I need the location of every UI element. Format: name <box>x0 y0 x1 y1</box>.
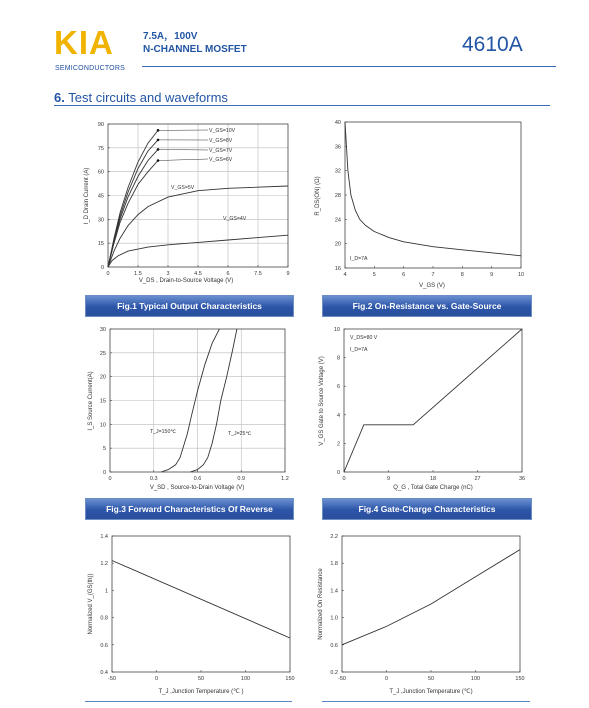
y-tick-label: 30 <box>97 217 104 224</box>
annotation-label: V_GS=4V <box>223 216 247 222</box>
x-tick-label: 0 <box>384 676 389 682</box>
fig1-output-characteristics-chart <box>78 114 298 290</box>
fig5-caption-line <box>85 701 292 702</box>
fig2-caption: Fig.2 On-Resistance vs. Gate-Source <box>322 295 532 317</box>
y-tick-label: 32 <box>334 168 341 175</box>
x-tick-label: 4 <box>343 272 347 278</box>
plot-frame <box>112 536 290 672</box>
x-tick-label: 100 <box>240 676 251 682</box>
y-tick-label: 4 <box>336 412 340 419</box>
fig4-gate-charge-chart <box>310 321 535 496</box>
x-tick-label: -50 <box>338 676 346 682</box>
section-title: Test circuits and waveforms <box>68 90 228 105</box>
plot-frame <box>344 329 522 472</box>
y-tick-label: 0 <box>102 470 106 476</box>
fig4-caption: Fig.4 Gate-Charge Characteristics <box>322 498 532 520</box>
y-tick-label: 90 <box>97 122 104 128</box>
y-tick-label: 10 <box>333 327 340 333</box>
y-tick-label: 0.2 <box>330 670 338 676</box>
header-divider <box>142 66 556 67</box>
x-axis-label: Q_G , Total Gate Charge (nC) <box>393 485 473 491</box>
x-tick-label: 0 <box>154 676 159 682</box>
x-tick-label: 9 <box>386 476 391 482</box>
x-axis-label: V_GS (V) <box>419 283 445 289</box>
x-tick-label: 1.2 <box>281 476 289 482</box>
y-tick-label: 16 <box>334 266 341 272</box>
spec-rating: 7.5A，100V <box>143 31 198 42</box>
x-tick-label: 7.5 <box>254 271 262 277</box>
y-tick-label: 25 <box>99 350 106 357</box>
x-tick-label: 0 <box>106 271 110 277</box>
y-axis-label: Normalized V_(GS(th)) <box>88 573 94 635</box>
annotation-label: V_GS=8V <box>209 138 233 144</box>
y-tick-label: 5 <box>102 446 106 453</box>
y-axis-label: I_S Source Current(A) <box>88 371 94 431</box>
y-tick-label: 8 <box>336 355 340 362</box>
y-tick-label: 0.8 <box>100 615 108 622</box>
fig6-caption-line <box>322 701 530 702</box>
y-tick-label: 75 <box>97 145 104 152</box>
leader-line <box>158 159 208 161</box>
x-tick-label: 36 <box>518 476 526 482</box>
y-tick-label: 20 <box>99 374 106 381</box>
annotation-label: V_GS=10V <box>209 128 236 134</box>
series-line-1 <box>344 329 522 472</box>
y-tick-label: 1.8 <box>330 561 338 568</box>
annotation-label: V_DS=80 V <box>350 335 378 341</box>
x-tick-label: 4.5 <box>194 271 202 277</box>
y-tick-label: 1.4 <box>330 588 338 595</box>
y-tick-label: 0.4 <box>100 670 108 676</box>
y-tick-label: 1.2 <box>100 561 108 568</box>
x-axis-label: T_J ,Junction Temperature (℃) <box>389 689 473 695</box>
x-tick-label: -50 <box>108 676 116 682</box>
series-marker <box>157 148 160 151</box>
section-divider <box>54 105 550 106</box>
series-marker <box>157 129 160 132</box>
x-tick-label: 0 <box>342 476 346 482</box>
annotation-label: T_J=150℃ <box>150 429 177 435</box>
x-tick-label: 0.9 <box>237 476 246 482</box>
y-tick-label: 60 <box>97 169 104 176</box>
fig6-on-resistance-vs-temperature-chart <box>310 530 535 700</box>
y-axis-label: R_DS(ON) (Ω) <box>315 176 321 216</box>
y-tick-label: 20 <box>334 241 341 248</box>
plot-frame <box>345 122 521 268</box>
x-tick-label: 150 <box>285 676 295 682</box>
section-heading <box>54 90 228 105</box>
y-tick-label: 24 <box>334 217 341 224</box>
y-tick-label: 28 <box>334 193 341 199</box>
x-tick-label: 18 <box>429 476 437 482</box>
x-tick-label: 0.6 <box>193 476 202 482</box>
x-axis-label: V_SD , Source-to-Drain Voltage (V) <box>149 485 245 491</box>
x-tick-label: 5 <box>372 272 376 278</box>
x-tick-label: 100 <box>470 676 481 682</box>
annotation-label: V_GS=5V <box>171 185 195 191</box>
x-tick-label: 6 <box>402 272 406 278</box>
fig2-on-resistance-chart <box>307 114 537 290</box>
y-axis-label: V_GS Gate to Source Voltage (V) <box>319 356 325 446</box>
series-line-4 <box>108 161 158 268</box>
leader-line <box>158 149 208 150</box>
x-tick-label: 50 <box>197 676 205 682</box>
y-tick-label: 15 <box>97 241 104 248</box>
y-tick-label: 0 <box>336 470 340 476</box>
y-tick-label: 40 <box>334 120 341 126</box>
brand-logo: KIA <box>54 24 114 61</box>
series-line-1 <box>342 550 520 645</box>
y-tick-label: 0 <box>100 265 104 271</box>
part-number: 4610A <box>462 33 523 56</box>
x-tick-label: 50 <box>427 676 435 682</box>
series-line-1 <box>345 122 521 256</box>
series-marker <box>157 159 160 162</box>
y-tick-label: 1 <box>104 588 108 595</box>
x-tick-label: 0 <box>108 476 112 482</box>
series-line-1 <box>112 561 290 639</box>
annotation-label: I_D=7A <box>350 347 368 353</box>
spec-type: N-CHANNEL MOSFET <box>143 44 247 55</box>
y-tick-label: 45 <box>97 193 104 200</box>
fig1-caption: Fig.1 Typical Output Characteristics <box>85 295 294 317</box>
x-tick-label: 7 <box>431 272 435 278</box>
y-tick-label: 10 <box>99 422 106 429</box>
y-axis-label: Normalized On Resistance <box>318 568 324 640</box>
annotation-label: T_J=25℃ <box>228 431 252 437</box>
fig3-caption: Fig.3 Forward Characteristics Of Reverse <box>85 498 294 520</box>
x-tick-label: 0.3 <box>149 476 158 482</box>
y-tick-label: 0.6 <box>330 642 338 649</box>
y-tick-label: 15 <box>99 398 106 405</box>
x-tick-label: 3 <box>166 271 170 277</box>
fig3-reverse-diode-chart <box>80 321 300 496</box>
y-axis-label: I_D Drain Current (A) <box>84 167 90 225</box>
x-tick-label: 9 <box>490 272 494 278</box>
section-number: 6. <box>54 90 65 105</box>
x-tick-label: 150 <box>515 676 525 682</box>
fig5-threshold-vs-temperature-chart <box>80 530 300 700</box>
y-tick-label: 2.2 <box>330 534 338 540</box>
x-tick-label: 8 <box>460 272 464 278</box>
y-tick-label: 0.6 <box>100 642 108 649</box>
annotation-label: V_GS=7V <box>209 148 233 154</box>
annotation-label: V_GS=6V <box>209 157 233 163</box>
y-tick-label: 2 <box>336 441 340 448</box>
series-line-3 <box>108 149 158 267</box>
y-tick-label: 36 <box>334 144 341 151</box>
brand-subtitle: SEMICONDUCTORS <box>55 65 125 72</box>
x-axis-label: V_DS , Drain-to-Source Voltage (V) <box>138 278 234 284</box>
series-marker <box>157 139 160 142</box>
x-tick-label: 27 <box>474 476 481 482</box>
y-tick-label: 30 <box>99 327 106 333</box>
y-tick-label: 6 <box>336 384 340 391</box>
x-tick-label: 9 <box>286 271 290 277</box>
x-tick-label: 1.5 <box>134 271 142 277</box>
annotation-label: I_D=7A <box>350 256 368 262</box>
x-axis-label: T_J ,Junction Temperature (℃ ) <box>158 689 244 695</box>
x-tick-label: 6 <box>226 271 230 277</box>
y-tick-label: 1.0 <box>330 615 338 622</box>
x-tick-label: 10 <box>517 272 525 278</box>
spec-block <box>143 30 247 56</box>
y-tick-label: 1.4 <box>100 534 108 540</box>
